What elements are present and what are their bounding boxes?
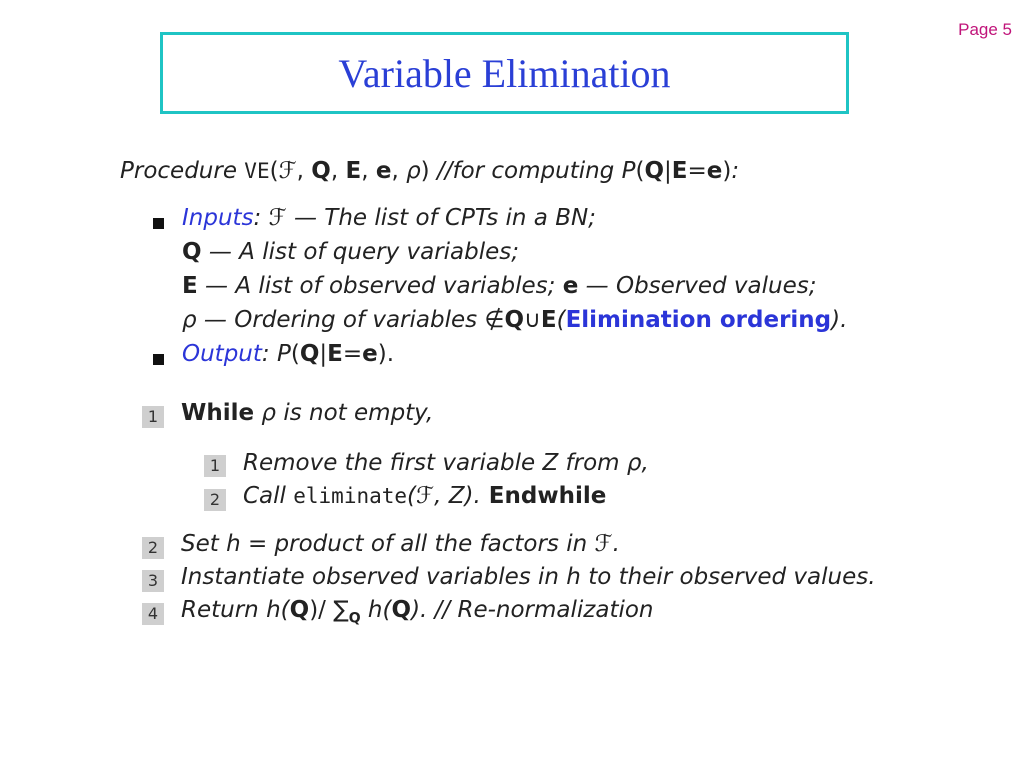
prob-E: E <box>327 341 343 367</box>
inputs-label: Inputs <box>182 205 254 231</box>
inputs-text-2: — A list of query variables; <box>201 239 520 265</box>
output-label: Output <box>182 341 262 367</box>
equals: = <box>342 341 363 367</box>
union-symbol: ∪ <box>524 307 541 333</box>
bar: | <box>319 341 328 367</box>
elimination-ordering-label: Elimination ordering <box>565 307 832 333</box>
step-1-number: 1 <box>142 406 164 428</box>
colon: : <box>261 341 277 367</box>
eliminate-args: (ℱ, Z). <box>407 483 481 509</box>
step-1-line <box>181 400 433 426</box>
sum-subscript-Q: Q <box>348 610 361 627</box>
equals: = <box>687 158 707 184</box>
paren: ( <box>269 158 279 184</box>
sum-symbol: )/ ∑ <box>309 597 349 623</box>
substep-1-line: Remove the first variable Z from ρ, <box>243 450 649 476</box>
symbol-Q: Q <box>182 239 202 265</box>
step-3-number: 3 <box>142 570 164 592</box>
substep-1-number: 1 <box>204 455 226 477</box>
slide-title: Variable Elimination <box>338 50 671 96</box>
symbol-E: E <box>182 273 198 299</box>
procedure-name: VE <box>244 159 270 183</box>
bullet-inputs <box>153 218 164 229</box>
paren: ( <box>635 158 645 184</box>
arg-E: E <box>345 158 362 184</box>
procedure-word: Procedure <box>120 158 237 184</box>
prob-P: P <box>621 158 636 184</box>
bar: | <box>664 158 672 184</box>
arg-F: ℱ <box>278 158 297 184</box>
paren: ). <box>377 341 395 367</box>
inputs-text-3b: — Observed values; <box>578 273 817 299</box>
return-text: Return h( <box>181 597 290 623</box>
page-number: Page 5 <box>958 20 1012 39</box>
symbol-E: E <box>540 307 557 333</box>
prob-Q: Q <box>644 158 665 184</box>
output-line <box>182 341 394 367</box>
procedure-header <box>120 158 739 184</box>
paren: ) <box>722 158 732 184</box>
comma: , <box>391 158 407 184</box>
comma: , <box>330 158 346 184</box>
call-word: Call <box>243 483 294 509</box>
inputs-text-1: : ℱ — The list of CPTs in a BN; <box>253 205 596 231</box>
bullet-output <box>153 354 164 365</box>
paren: ( <box>290 341 300 367</box>
step-4-number: 4 <box>142 603 164 625</box>
prob-Q: Q <box>299 341 320 367</box>
step-2-line: Set h = product of all the factors in ℱ. <box>181 531 620 557</box>
title-box <box>160 32 849 114</box>
symbol-Q: Q <box>504 307 525 333</box>
endwhile-keyword: Endwhile <box>480 483 607 509</box>
arg-rho: ρ <box>406 158 421 184</box>
paren: ) <box>420 158 430 184</box>
symbol-Q: Q <box>391 597 412 623</box>
colon: : <box>731 158 740 184</box>
comma: , <box>361 158 376 184</box>
inputs-line-2 <box>182 239 519 265</box>
inputs-line-4 <box>182 307 847 333</box>
symbol-Q: Q <box>289 597 310 623</box>
step-3-line: Instantiate observed variables in h to their observed values. <box>181 564 876 590</box>
paren: ( <box>556 307 566 333</box>
prob-e: e <box>362 341 378 367</box>
inputs-text-4: ρ — Ordering of variables ∉ <box>182 307 505 333</box>
arg-Q: Q <box>311 158 331 184</box>
prob-E: E <box>671 158 688 184</box>
substep-2-number: 2 <box>204 489 226 511</box>
paren: ). <box>831 307 848 333</box>
procedure-comment: //for computing <box>429 158 622 184</box>
step-2-number: 2 <box>142 537 164 559</box>
prob-e: e <box>706 158 723 184</box>
step-1-text: ρ is not empty, <box>254 400 434 426</box>
inputs-text-3a: — A list of observed variables; <box>197 273 563 299</box>
step-4-line <box>181 597 654 627</box>
arg-e: e <box>375 158 392 184</box>
substep-2-line <box>243 483 606 509</box>
renormalization-comment: ). // Re-normalization <box>411 597 654 623</box>
inputs-line-3 <box>182 273 817 299</box>
prob-P: P <box>276 341 291 367</box>
while-keyword: While <box>181 400 255 426</box>
eliminate-function: eliminate <box>293 484 408 508</box>
return-text-2: h( <box>360 597 392 623</box>
comma: , <box>296 158 312 184</box>
symbol-e: e <box>562 273 579 299</box>
inputs-line-1 <box>182 205 596 231</box>
